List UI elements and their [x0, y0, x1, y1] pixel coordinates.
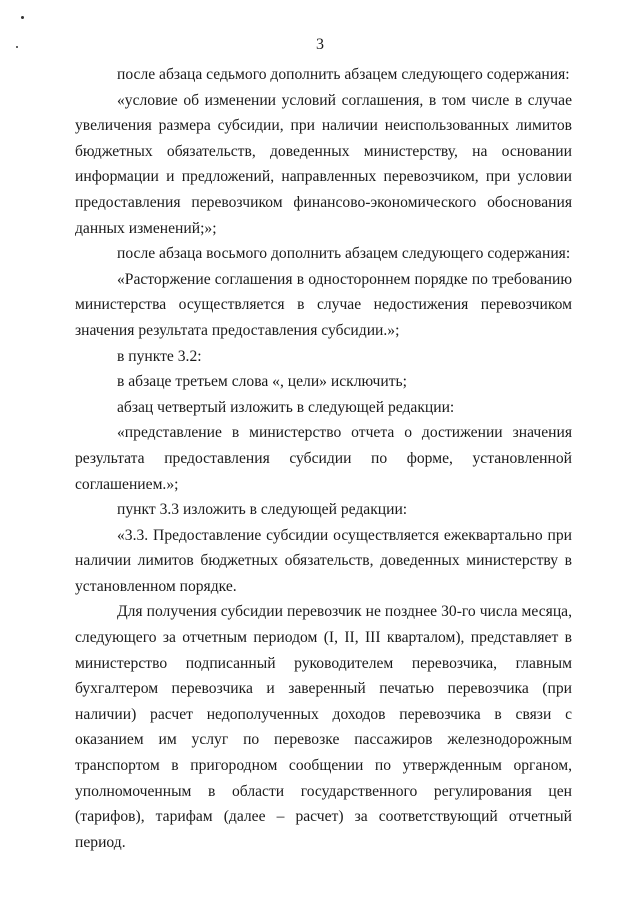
paragraph: абзац четвертый изложить в следующей редакции: — [117, 398, 455, 416]
paragraph: после абзаца восьмого дополнить абзацем следующего содержания: — [117, 245, 571, 263]
paragraph: Для получения субсидии перевозчик не позднее 30-го числа месяца, следующего за отчетным периодом (I, II, III кварталом), представляет в министерство подписанный руководителем перевозчика, главным бухгалтером перевозчика и заверенный печатью перевозчика (при наличии) расчет недополученных доходов перевозчика в связи с оказанием им услуг по перевозке пассажиров железнодорожным транспортом в пригородном сообщении по утвержденным органом, уполномоченным в области государственного регулирования цен (тарифов), тарифам (далее – расчет) за соответствующий отчетный период. — [75, 603, 572, 851]
paragraph: пункт 3.3 изложить в следующей редакции: — [117, 501, 408, 519]
paragraph: в абзаце третьем слова «, цели» исключить; — [117, 373, 407, 391]
paragraph: «представление в министерство отчета о достижении значения результата предоставления субсидии по форме, установленной соглашением.»; — [75, 424, 572, 493]
paragraph: после абзаца седьмого дополнить абзацем следующего содержания: — [117, 66, 570, 83]
document-body — [75, 62, 572, 855]
page-number: 3 — [316, 36, 324, 53]
paragraph: в пункте 3.2: — [117, 347, 202, 365]
paragraph: «Расторжение соглашения в одностороннем порядке по требованию министерства осуществляется в случае недостижения перевозчиком значения результата предоставления субсидии.»; — [75, 270, 572, 339]
paragraph: «условие об изменении условий соглашения, в том числе в случае увеличения размера субсидии, при наличии неиспользованных лимитов бюджетных обязательств, доведенных министерству, на основании информации и предложений, направленных перевозчиком, при условии предоставления перевозчиком финансово-экономического обоснования данных изменений;»; — [75, 91, 572, 237]
paragraph: «3.3. Предоставление субсидии осуществляется ежеквартально при наличии лимитов бюджетных обязательств, доведенных министерству в установленном порядке. — [75, 526, 572, 595]
scan-speck — [21, 16, 24, 19]
